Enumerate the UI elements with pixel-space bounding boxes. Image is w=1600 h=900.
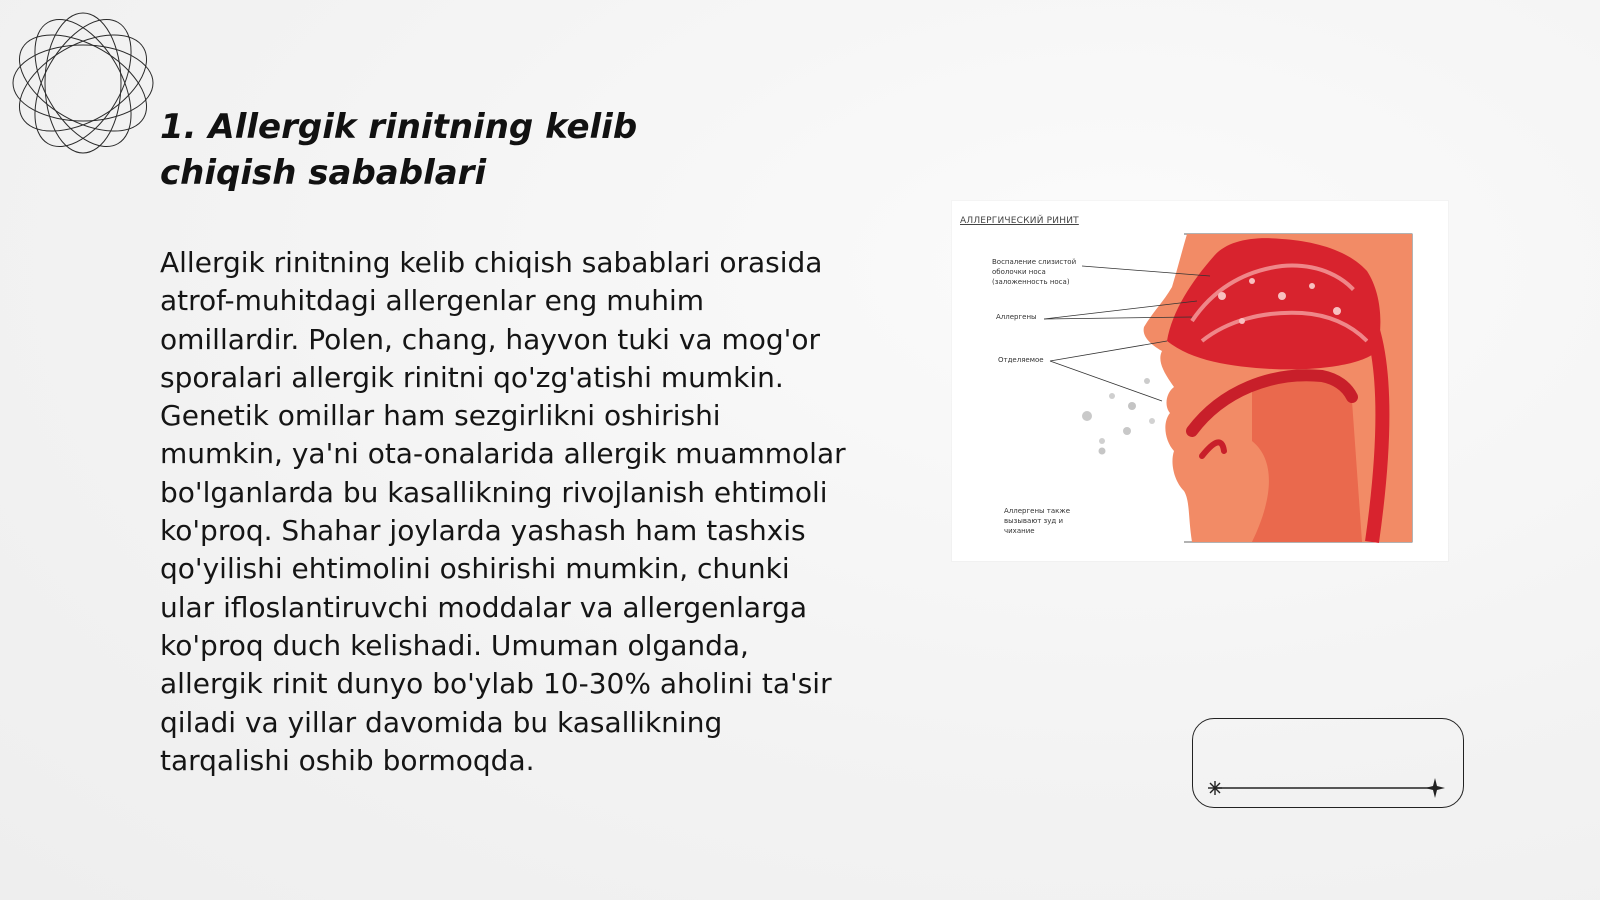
figure-title: АЛЛЕРГИЧЕСКИЙ РИНИТ bbox=[960, 216, 1079, 226]
label-discharge: Отделяемое bbox=[998, 356, 1044, 364]
sparkle-icon bbox=[1208, 781, 1222, 795]
label-allergens: Аллергены bbox=[996, 313, 1037, 321]
decorative-slider-frame bbox=[1192, 718, 1464, 808]
label-inflammation: Воспаление слизистой оболочки носа (заложенность носа) bbox=[992, 258, 1077, 286]
label-bottom-note: Аллергены также вызывают зуд и чихание bbox=[1004, 507, 1071, 535]
star-icon bbox=[1425, 778, 1445, 798]
allergic-rhinitis-illustration bbox=[952, 201, 1448, 561]
circle-ornament-icon bbox=[8, 8, 158, 158]
slider-line bbox=[1193, 719, 1465, 809]
slide-body-text: Allergik rinitning kelib chiqish sabablari orasida atrof-muhitdagi allergenlar eng muhim omillardir. Polen, chang, hayvon tuki va mog'or sporalari allergik rinitni qo'zg'atishi mumkin. Genetik omillar ham sezgirlikni oshirishi mumkin, ya'ni ota-onalarida allergik muammolar bo'lganlarda bu kasallikning rivojlanish ehtimoli ko'proq. Shahar joylarda yashash ham tashxis qo'yilishi ehtimolini oshirishi mumkin, chunki ular ifloslantiruvchi moddalar va allergenlarga ko'proq duch kelishadi. Umuman olganda, allergik rinit dunyo bo'ylab 10-30% aholini ta'sir qiladi va yillar davomida bu kasallikning tarqalishi oshib bormoqda. bbox=[160, 246, 846, 777]
slide-title: 1. Allergik rinitning kelib chiqish sabablari bbox=[160, 107, 638, 193]
